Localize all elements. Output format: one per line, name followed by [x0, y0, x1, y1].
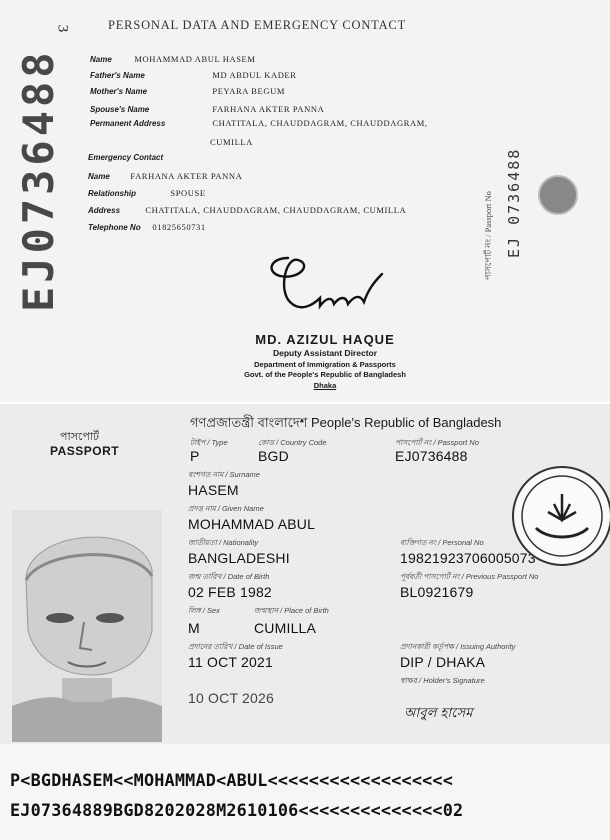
- prev-passport-value: BL0921679: [400, 584, 474, 600]
- field-value: MD ABDUL KADER: [212, 70, 297, 80]
- personal-no-value: 19821923706005073: [400, 550, 536, 566]
- country-code-label: কোড / Country Code: [258, 438, 327, 447]
- type-value: P: [190, 448, 200, 464]
- field-value: FARHANA AKTER PANNA: [130, 171, 243, 181]
- field-value: CHATITALA, CHAUDDAGRAM, CHAUDDAGRAM, CUMILLA: [145, 205, 407, 215]
- field-value: 01825650731: [152, 222, 206, 232]
- field-name: [90, 54, 256, 64]
- sex-label: লিঙ্গ / Sex: [188, 606, 220, 615]
- sex-value: M: [188, 620, 200, 636]
- field-value: CUMILLA: [210, 137, 253, 147]
- officer-department: Department of Immigration & Passports: [254, 360, 396, 369]
- field-address-cont: [210, 137, 253, 147]
- field-value: FARHANA AKTER PANNA: [212, 104, 325, 114]
- mrz-zone: [0, 744, 610, 840]
- field-value: PEYARA BEGUM: [212, 86, 285, 96]
- field-label: Address: [88, 206, 121, 215]
- perforated-passport-number: EJ0736488: [14, 48, 63, 312]
- observations-page: [0, 0, 610, 402]
- signature-label: স্বাক্ষর / Holder's Signature: [400, 676, 485, 685]
- field-label: Name: [90, 55, 112, 64]
- field-value: SPOUSE: [170, 188, 206, 198]
- holder-signature: আবুল হাসেম: [404, 705, 473, 720]
- field-value: MOHAMMAD ABUL HASEM: [134, 54, 256, 64]
- mrz-line-1: P<BGDHASEM<<MOHAMMAD<ABUL<<<<<<<<<<<<<<<<<<: [10, 770, 454, 790]
- field-label: Mother's Name: [90, 87, 148, 96]
- authority-value: DIP / DHAKA: [400, 654, 486, 670]
- bangladesh-emblem-icon: [512, 466, 610, 566]
- emergency-address: [88, 205, 406, 215]
- side-passport-number: EJ 0736488: [505, 147, 523, 258]
- nationality-label: জাতীয়তা / Nationality: [188, 538, 259, 547]
- emergency-heading-text: Emergency Contact: [88, 153, 164, 162]
- field-label: Relationship: [88, 189, 137, 198]
- field-label: Name: [88, 172, 110, 181]
- field-mother-name: [90, 86, 285, 96]
- country-header: গণপ্রজাতন্ত্রী বাংলাদেশ People's Republic of Bangladesh: [190, 415, 502, 430]
- officer-government: Govt. of the People's Republic of Bangladesh: [244, 370, 406, 379]
- officer-city: Dhaka: [313, 381, 337, 390]
- emergency-telephone: [88, 222, 206, 232]
- dob-value: 02 FEB 1982: [188, 584, 272, 600]
- field-permanent-address: [90, 118, 428, 128]
- side-passport-label: পাসপোর্ট নং / Passport No: [483, 191, 493, 280]
- pob-label: জন্মস্থান / Place of Birth: [254, 606, 329, 615]
- type-label: টাইপ / Type: [190, 438, 228, 447]
- doi-label: প্রদানের তারিখ / Date of Issue: [188, 642, 283, 651]
- field-label: Spouse's Name: [90, 105, 150, 114]
- passport-no-label: পাসপোর্ট নং / Passport No: [395, 438, 479, 447]
- given-name-value: MOHAMMAD ABUL: [188, 516, 316, 532]
- authority-label: প্রদানকারী কর্তৃপক্ষ / Issuing Authority: [400, 642, 516, 651]
- officer-designation: Deputy Assistant Director: [272, 348, 378, 358]
- nationality-value: BANGLADESHI: [188, 550, 290, 566]
- page-number: 3: [54, 24, 71, 33]
- country-code-value: BGD: [258, 448, 289, 464]
- field-spouse-name: [90, 104, 324, 114]
- field-value: CHATITALA, CHAUDDAGRAM, CHAUDDAGRAM,: [212, 118, 428, 128]
- field-father-name: [90, 70, 297, 80]
- field-label: Telephone No: [88, 223, 141, 232]
- government-emblem-icon: [538, 175, 578, 215]
- field-label: Permanent Address: [90, 119, 166, 128]
- emergency-heading: [88, 152, 163, 162]
- passport-word: PASSPORT: [50, 444, 120, 458]
- mrz-line-2: EJ07364889BGD8202028M2610106<<<<<<<<<<<<<<02: [10, 800, 464, 820]
- passport-no-value: EJ0736488: [395, 448, 468, 464]
- surname-label: বংশগত নাম / Surname: [188, 470, 260, 479]
- personal-no-label: ব্যক্তিগত নং / Personal No: [400, 538, 484, 547]
- holder-photo: [12, 510, 162, 742]
- officer-name: MD. AZIZUL HAQUE: [255, 332, 395, 347]
- dob-label: জন্ম তারিখ / Date of Birth: [188, 572, 270, 581]
- given-name-label: প্রদত্ত নাম / Given Name: [188, 504, 264, 513]
- officer-signature: [260, 250, 400, 320]
- surname-value: HASEM: [188, 482, 239, 498]
- passport-word-bn: পাসপোর্ট: [60, 431, 99, 443]
- doe-value: 10 OCT 2026: [188, 690, 274, 706]
- field-label: Father's Name: [90, 71, 145, 80]
- emergency-relationship: [88, 188, 206, 198]
- emergency-name: [88, 171, 242, 181]
- pob-value: CUMILLA: [254, 620, 317, 636]
- doi-value: 11 OCT 2021: [188, 654, 273, 670]
- page-title: PERSONAL DATA AND EMERGENCY CONTACT: [108, 18, 407, 32]
- prev-passport-label: পূর্ববর্তী পাসপোর্ট নং / Previous Passport No: [400, 572, 539, 581]
